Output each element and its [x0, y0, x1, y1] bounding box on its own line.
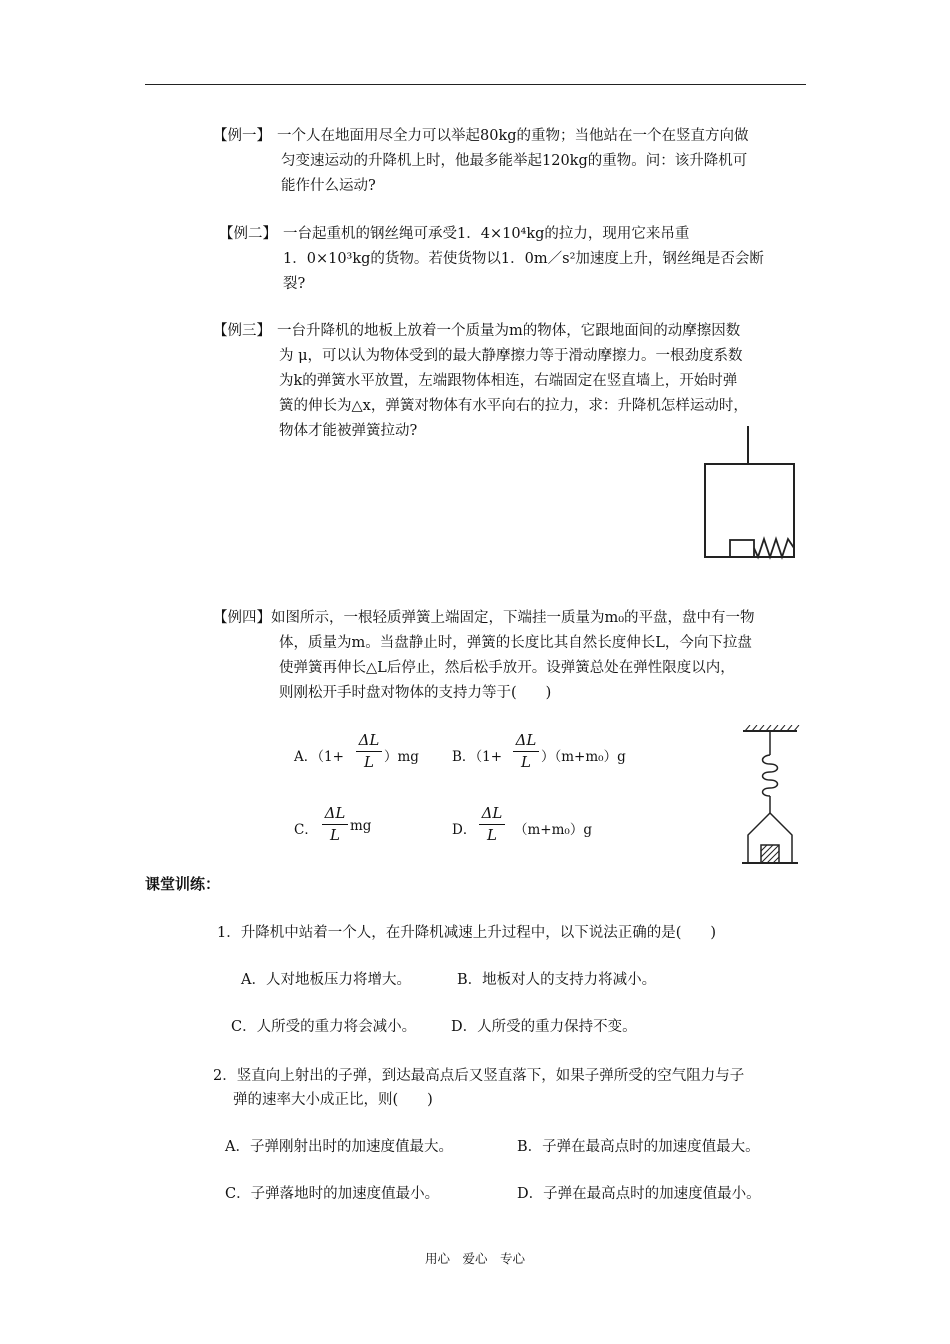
fraction-delta-l-over-l	[479, 804, 505, 845]
example-text-line: 物体才能被弹簧拉动?	[279, 423, 418, 439]
question-1-option-d: D．人所受的重力保持不变。	[451, 1019, 637, 1035]
example-text-line: 如图所示，一根轻质弹簧上端固定，下端挂一质量为m₀的平盘，盘中有一物	[271, 610, 755, 626]
practice-heading: 课堂训练：	[145, 875, 221, 893]
example-text-line: 则刚松开手时盘对物体的支持力等于( )	[279, 685, 552, 701]
fraction-numerator: ΔL	[324, 804, 346, 822]
fraction-delta-l-over-l	[356, 731, 382, 772]
example-text-line: 为 μ，可以认为物体受到的最大静摩擦力等于滑动摩擦力。一根劲度系数	[279, 348, 743, 364]
example-text-line: 匀变速运动的升降机上时，他最多能举起120kg的重物。问：该升降机可	[281, 153, 748, 169]
elevator-spring-figure	[700, 424, 800, 564]
example-text-line: 1．0×10³kg的货物。若使货物以1．0m／s²加速度上升，钢丝绳是否会断	[283, 251, 764, 267]
example-text-line: 一台起重机的钢丝绳可承受1．4×10⁴kg的拉力，现用它来吊重	[283, 226, 690, 242]
option-d-suffix: （m+m₀）g	[514, 822, 592, 838]
question-2-option-b: B．子弹在最高点时的加速度值最大。	[517, 1139, 760, 1155]
header-rule	[145, 84, 806, 85]
example-text-line: 体，质量为m。当盘静止时，弹簧的长度比其自然长度伸长L，今向下拉盘	[279, 635, 752, 651]
fraction-numerator: ΔL	[481, 804, 503, 822]
question-1-stem: 1．升降机中站着一个人，在升降机减速上升过程中，以下说法正确的是( )	[217, 925, 717, 941]
question-1-option-b: B．地板对人的支持力将减小。	[457, 972, 657, 988]
option-a-prefix: A．（1+	[294, 749, 344, 765]
option-c-prefix: C．	[294, 822, 318, 838]
fraction-numerator: ΔL	[515, 731, 537, 749]
spring-pan-figure	[740, 725, 800, 869]
example-label: 【例三】	[213, 323, 271, 339]
example-text-line: 一台升降机的地板上放着一个质量为m的物体，它跟地面间的动摩擦因数	[277, 323, 741, 339]
fraction-denominator: L	[521, 753, 531, 771]
fraction-denominator: L	[487, 826, 497, 844]
option-a-suffix: ）mg	[384, 749, 419, 765]
example-text-line: 一个人在地面用尽全力可以举起80kg的重物；当他站在一个在竖直方向做	[277, 128, 749, 144]
fraction-denominator: L	[330, 826, 340, 844]
example-text-line: 使弹簧再伸长△L后停止，然后松手放开。设弹簧总处在弹性限度以内，	[279, 660, 735, 676]
question-2-option-d: D．子弹在最高点时的加速度值最小。	[517, 1186, 761, 1202]
question-2-option-a: A．子弹刚射出时的加速度值最大。	[225, 1139, 453, 1155]
question-2-stem: 2．竖直向上射出的子弹，到达最高点后又竖直落下，如果子弹所受的空气阻力与子	[213, 1068, 745, 1084]
example-label: 【例四】	[213, 610, 271, 626]
example-text-line: 能作什么运动?	[281, 178, 376, 194]
fraction-delta-l-over-l	[322, 804, 348, 845]
option-c-suffix: mg	[350, 818, 372, 834]
option-b-prefix: B．（1+	[452, 749, 503, 765]
example-text-line: 簧的伸长为△x，弹簧对物体有水平向右的拉力，求：升降机怎样运动时，	[279, 398, 748, 414]
example-text-line: 为k的弹簧水平放置，左端跟物体相连，右端固定在竖直墙上，开始时弹	[279, 373, 738, 389]
question-2-stem-cont: 弹的速率大小成正比，则( )	[233, 1092, 433, 1108]
question-1-option-c: C．人所受的重力将会减小。	[231, 1019, 417, 1035]
fraction-denominator: L	[364, 753, 374, 771]
option-b-suffix: ）（m+m₀）g	[541, 749, 626, 765]
question-1-option-a: A．人对地板压力将增大。	[241, 972, 411, 988]
question-2-option-c: C．子弹落地时的加速度值最小。	[225, 1186, 440, 1202]
example-label: 【例一】	[213, 128, 271, 144]
example-text-line: 裂?	[283, 276, 306, 292]
page-footer: 用心 爱心 专心	[424, 1251, 525, 1266]
fraction-numerator: ΔL	[358, 731, 380, 749]
option-d-prefix: D．	[452, 822, 477, 838]
example-label: 【例二】	[219, 226, 277, 242]
fraction-delta-l-over-l	[513, 731, 539, 772]
